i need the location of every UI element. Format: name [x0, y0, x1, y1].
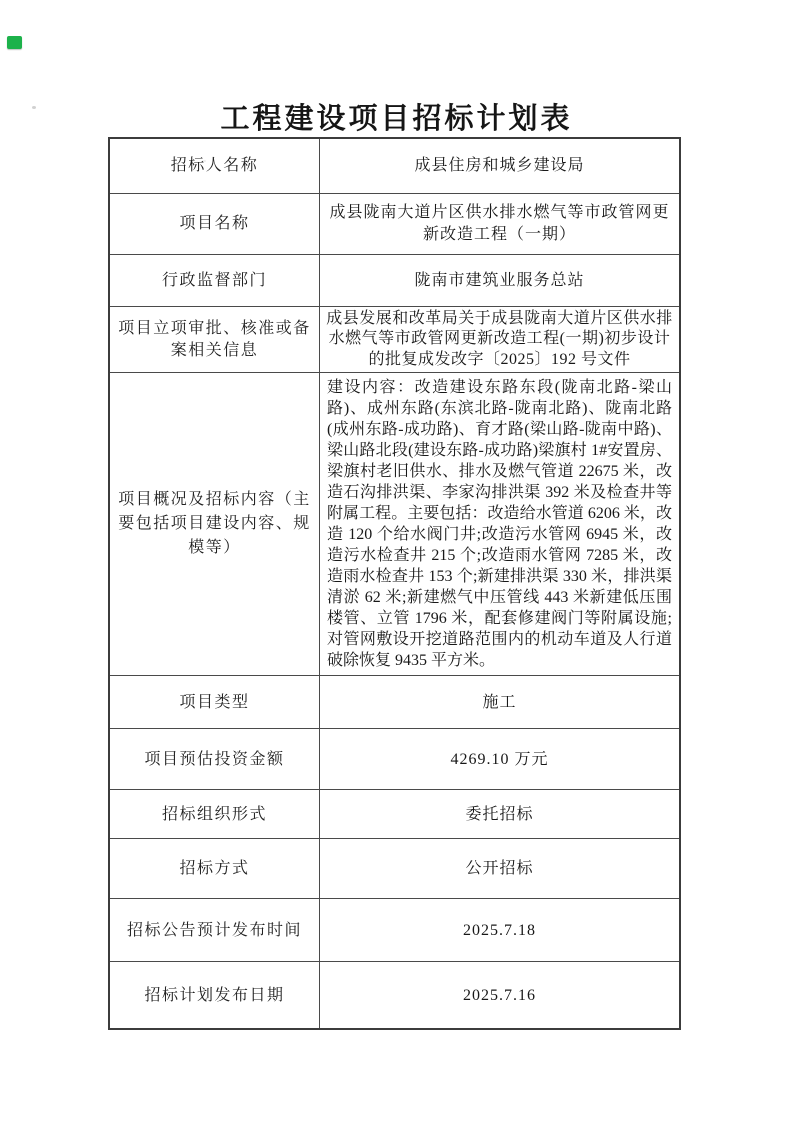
table-row: [109, 373, 680, 676]
row-value: 2025.7.18: [320, 899, 681, 962]
row-label: 项目名称: [109, 194, 320, 255]
row-label: 招标组织形式: [109, 790, 320, 839]
row-value: 成县住房和城乡建设局: [320, 138, 681, 194]
row-label: 行政监督部门: [109, 255, 320, 307]
table-row: [109, 255, 680, 307]
row-value: 施工: [320, 676, 681, 729]
row-label: 项目预估投资金额: [109, 729, 320, 790]
bidding-plan-table: [108, 137, 681, 1030]
row-label: 招标方式: [109, 839, 320, 899]
row-value: 4269.10 万元: [320, 729, 681, 790]
row-value: 建设内容：改造建设东路东段(陇南北路-梁山路)、成州东路(东滨北路-陇南北路)、陇南北路(成州东路-成功路)、育才路(梁山路-陇南中路)、梁山路北段(建设东路-成功路)梁旗村 1#安置房、梁旗村老旧供水、排水及燃气管道 22675 米，改造石沟排洪渠、李家沟排洪渠 392 米及检查井等附属工程。主要包括：改造给水管道 6206 米，改造 120 个给水阀门井;改造污水管网 6945 米，改造污水检查井 215 个;改造雨水管网 7285 米，改造雨水检查井 153 个;新建排洪渠 330 米，排洪渠清淤 62 米;新建燃气中压管线 443 米新建低压围楼管、立管 1796 米，配套修建阀门等附属设施;对管网敷设开挖道路范围内的机动车道及人行道破除恢复 9435 平方米。: [320, 373, 681, 676]
row-label: 项目立项审批、核准或备案相关信息: [109, 307, 320, 373]
page-title: 工程建设项目招标计划表: [220, 103, 573, 135]
table-row: [109, 676, 680, 729]
row-label: 招标人名称: [109, 138, 320, 194]
green-corner-stamp: [7, 36, 22, 49]
row-label: 项目概况及招标内容（主要包括项目建设内容、规模等）: [109, 373, 320, 676]
table-row: [109, 194, 680, 255]
row-value: 成县发展和改革局关于成县陇南大道片区供水排水燃气等市政管网更新改造工程(一期)初步设计的批复成发改字〔2025〕192 号文件: [320, 307, 681, 373]
row-label: 招标公告预计发布时间: [109, 899, 320, 962]
table-row: [109, 307, 680, 373]
table-row: [109, 729, 680, 790]
table-row: [109, 899, 680, 962]
table-row: [109, 962, 680, 1030]
table-row: [109, 839, 680, 899]
row-value: 公开招标: [320, 839, 681, 899]
table-row: [109, 790, 680, 839]
row-value: 成县陇南大道片区供水排水燃气等市政管网更新改造工程（一期）: [320, 194, 681, 255]
row-value: 2025.7.16: [320, 962, 681, 1030]
row-label: 招标计划发布日期: [109, 962, 320, 1030]
row-label: 项目类型: [109, 676, 320, 729]
table-row: [109, 138, 680, 194]
row-value: 陇南市建筑业服务总站: [320, 255, 681, 307]
row-value: 委托招标: [320, 790, 681, 839]
